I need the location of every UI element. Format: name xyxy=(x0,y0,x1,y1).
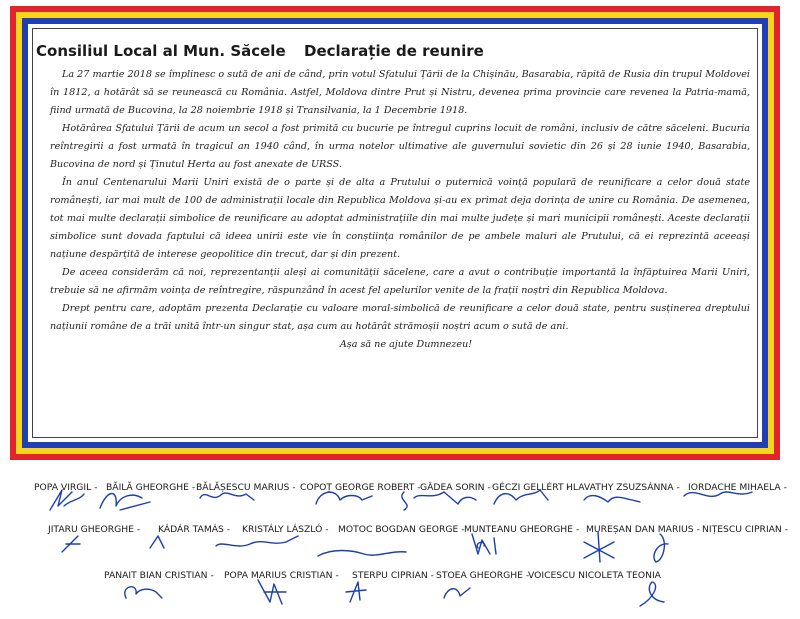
signature-mark xyxy=(346,582,366,602)
paragraph: De aceea considerăm că noi, reprezentanții aleși ai comunității săcelene, care a avut o contribuție importantă la înfăptuirea Marii Uniri, trebuie să ne afirmăm voința de reîntregire, răspunzând în acest fel apelurilor venite de la frații noștri din Republica Moldova. xyxy=(50,267,750,296)
signatory-name: HLAVATHY ZSUZSÁNNA - xyxy=(566,482,680,493)
signatory-name: MUNTEANU GHEORGHE - xyxy=(464,524,580,535)
signature-mark xyxy=(62,536,80,552)
signatory-name: BĂILĂ GHEORGHE - xyxy=(106,482,196,493)
paragraph: Hotărârea Sfatului Țării de acum un secol a fost primită cu bucurie pe întregul cuprins locuit de români, inclusiv de către săceleni. Bucuria reîntregirii a fost urmată în tragicul an 1940 când, în urma notelor ultimative ale guvernului sovietic din 26 și 28 iunie 1940, Basarabia, Bucovina de nord și Ținutul Herta au fost anexate de URSS. xyxy=(50,123,750,170)
signatory-name: VOICESCU NICOLETA TEONIA xyxy=(528,570,661,581)
signature-mark xyxy=(684,492,752,496)
document-title: Declarație de reunire xyxy=(304,42,484,60)
signatory-name: PANAIT BIAN CRISTIAN - xyxy=(104,570,214,581)
signature-mark xyxy=(258,580,286,604)
signature-mark xyxy=(100,494,150,511)
signature-mark xyxy=(402,492,476,510)
signatory-name: COPOȚ GEORGE ROBERT - xyxy=(300,482,421,493)
signature-mark xyxy=(216,536,298,546)
signature-mark xyxy=(584,532,614,562)
signatory-name: BĂLĂȘESCU MARIUS - xyxy=(196,482,296,493)
signature-mark xyxy=(654,534,668,562)
signatory-name: JITARU GHEORGHE - xyxy=(48,524,141,535)
paragraph: În anul Centenarului Marii Uniri există de o parte și de alta a Prutului o puternică voință populară de reunificare a celor două state românești, iar mai mult de 100 de administrații locale din Republica Moldova și-au ex primat deja dorința de unire cu România. De asemenea, tot mai multe declarații simbolice de reunificare au adoptat administrațiile din mai multe județe și mari municipii românești. Aceste declarații simbolice sunt dovada faptului că ideea unirii este vie în conștiința românilor de pe ambele maluri ale Prutului, că ei reprezintă aceeași națiune despărțită de interese geopolitice din trecut, dar și din prezent. xyxy=(50,177,750,260)
paragraph: Drept pentru care, adoptăm prezenta Declarație cu valoare moral-simbolică de reunificare a celor două state, pentru susținerea dreptului națiunii române de a trăi unită într-un singur stat, așa cum au hotărât strămoșii noștri acum o sută de ani. xyxy=(50,303,750,332)
signatory-name: KÁDÁR TAMÁS - xyxy=(158,524,231,535)
signature-mark xyxy=(200,493,254,500)
paragraph: La 27 martie 2018 se împlinesc o sută de ani de când, prin votul Sfatului Țării de la Chișinău, Basarabia, răpită de Rusia din trupul Moldovei în 1812, a hotărât să se reunească cu România. Astfel, Moldova dintre Prut și Nistru, devenea prima provincie care revenea la Patria-mamă, fiind urmată de Bucovina, la 28 noiembrie 1918 și Transilvania, la 1 Decembrie 1918. xyxy=(50,69,750,116)
declaration-body xyxy=(50,66,750,354)
signature-mark xyxy=(640,582,664,606)
council-name: Consiliul Local al Mun. Săcele xyxy=(36,42,286,60)
signature-mark xyxy=(50,490,84,510)
signatories-area xyxy=(0,470,800,619)
signature-mark xyxy=(316,492,372,504)
signature-mark xyxy=(125,587,162,598)
signatory-name: MUREȘAN DAN MARIUS - xyxy=(586,524,700,535)
signatory-name: KRISTÁLY LÁSZLÓ - xyxy=(242,524,329,535)
signatory-name: POPA MARIUS CRISTIAN - xyxy=(224,570,339,581)
signature-mark xyxy=(150,536,164,548)
signatory-name: GÉCZI GELLÉRT - xyxy=(492,482,570,493)
signatory-name: STOEA GHEORGHE - xyxy=(436,570,530,581)
signatory-name: GÂDEA SORIN - xyxy=(420,482,491,493)
signatory-name: MOTOC BOGDAN GEORGE - xyxy=(338,524,465,535)
signature-mark xyxy=(494,490,548,504)
closing-line: Așa să ne ajute Dumnezeu! xyxy=(339,339,473,350)
signature-mark xyxy=(318,551,406,557)
signature-mark xyxy=(444,588,470,598)
handwritten-signatures xyxy=(0,470,800,619)
signatory-name: POPA VIRGIL - xyxy=(34,482,98,493)
signature-mark xyxy=(584,496,640,502)
document-header xyxy=(36,36,736,64)
signatory-name: STERPU CIPRIAN - xyxy=(352,570,434,581)
signatory-name: NIȚESCU CIPRIAN - xyxy=(702,524,789,535)
signatory-name: IORDACHE MIHAELA - xyxy=(688,482,787,493)
